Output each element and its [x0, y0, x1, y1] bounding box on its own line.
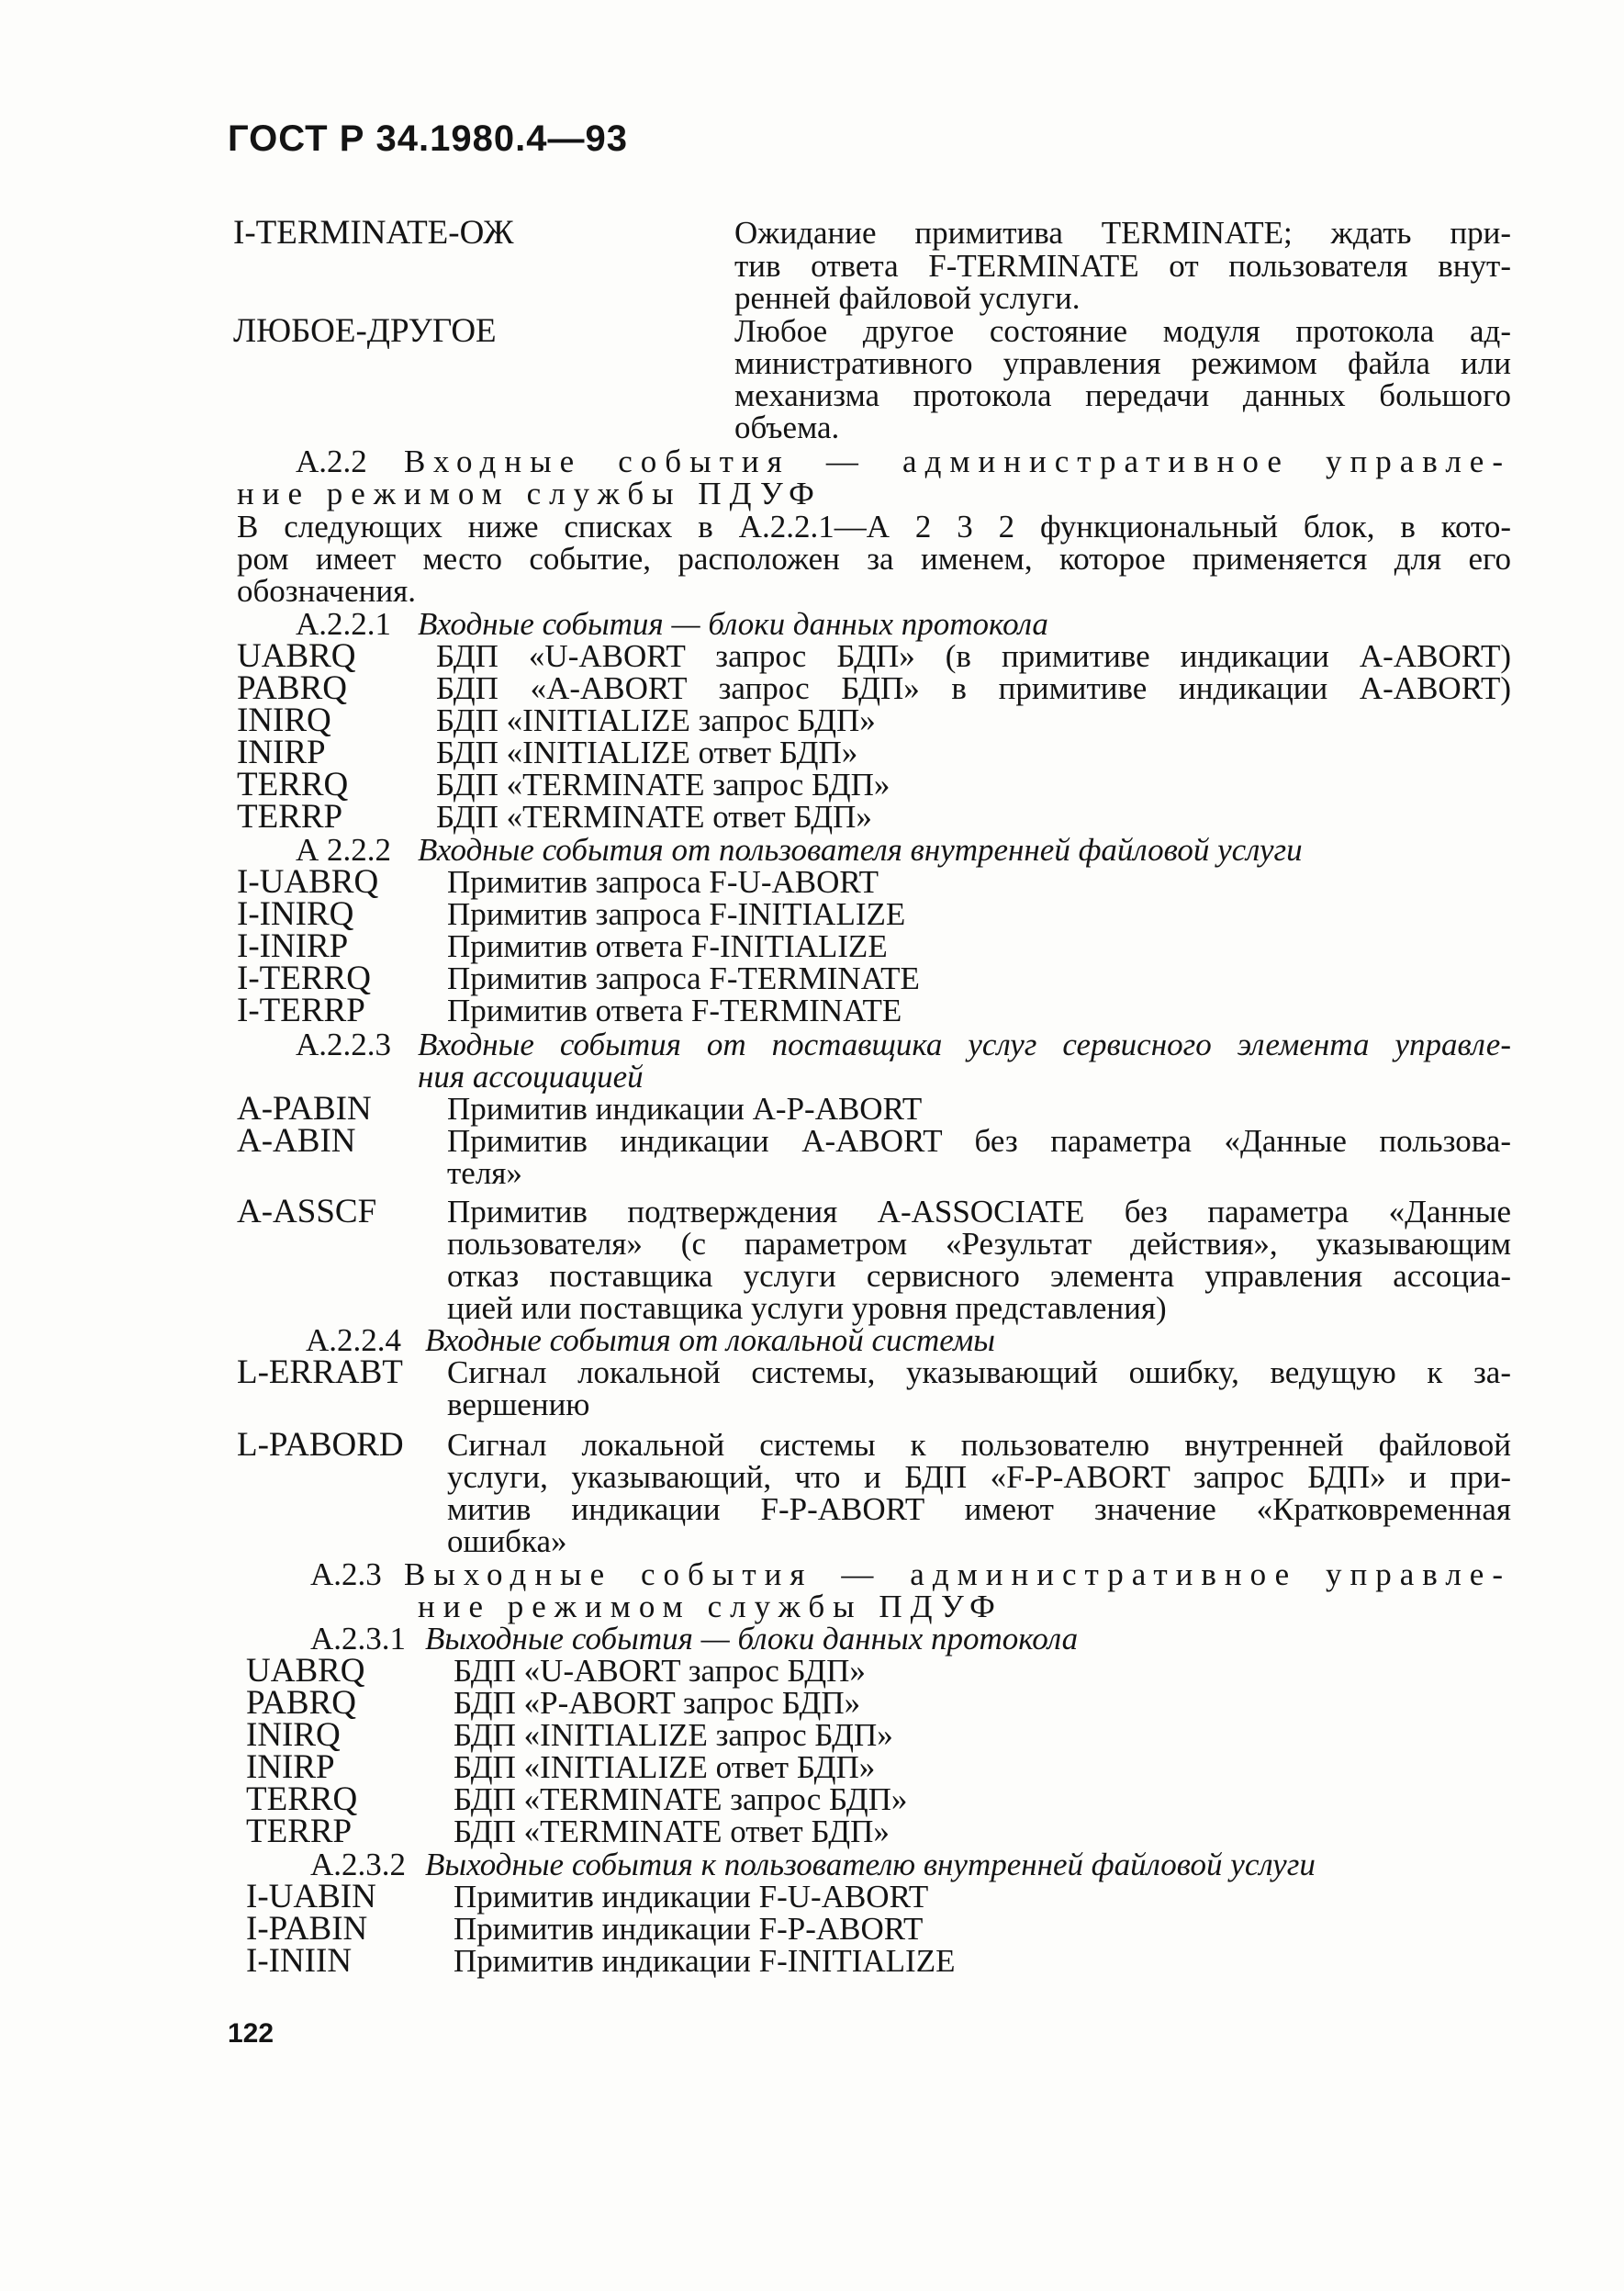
subsection-number: А.2.2.3 — [296, 1027, 392, 1062]
event-code: L-PABORD — [237, 1426, 404, 1464]
event-code: UABRQ — [237, 637, 356, 675]
event-description: БДП «INITIALIZE запрос БДП» — [436, 702, 876, 738]
section-number: А.2.3 — [310, 1556, 382, 1592]
event-code: TERRQ — [246, 1780, 358, 1818]
subsection-title: Входные события от пользователя внутренней файловой услуги — [418, 832, 1303, 868]
subsection-title: Входные события от поставщика услуг сервисного элемента управле- — [418, 1027, 1511, 1062]
state-label: ЛЮБОЕ-ДРУГОЕ — [233, 312, 497, 350]
event-description: БДП «INITIALIZE ответ БДП» — [436, 735, 858, 770]
event-description: Сигнал локальной системы к пользователю внутренней файловой — [447, 1427, 1511, 1463]
event-code: I-PABIN — [246, 1910, 368, 1948]
event-code: I-INIIN — [246, 1942, 353, 1980]
intro-paragraph-line: обозначения. — [237, 573, 416, 609]
intro-paragraph-line: ром имеет место событие, расположен за именем, которое применяется для его — [237, 541, 1511, 577]
event-description: БДП «INITIALIZE ответ БДП» — [454, 1749, 876, 1785]
event-description: БДП «TERMINATE запрос БДП» — [454, 1781, 908, 1817]
event-description: БДП «TERMINATE запрос БДП» — [436, 767, 890, 803]
event-description: цией или поставщика услуги уровня представления) — [447, 1290, 1167, 1326]
event-description: БДП «U-ABORT запрос БДП» (в примитиве индикации A-ABORT) — [436, 638, 1511, 674]
event-description: митив индикации F-P-ABORT имеют значение «Кратковременная — [447, 1491, 1511, 1527]
event-description: Примитив ответа F-TERMINATE — [447, 993, 902, 1028]
subsection-number: А.2.2.4 — [306, 1322, 402, 1358]
event-code: A-PABIN — [237, 1090, 372, 1128]
event-code: I-UABIN — [246, 1878, 376, 1915]
subsection-title: Выходные события — блоки данных протокола — [425, 1621, 1079, 1656]
event-code: I-INIRQ — [237, 895, 354, 933]
event-code: PABRQ — [246, 1684, 356, 1722]
event-description: БДП «P-ABORT запрос БДП» — [454, 1685, 861, 1721]
section-heading-line: ние режимом службы ПДУФ — [237, 476, 823, 511]
event-description: вершению — [447, 1387, 590, 1422]
section-number: А.2.2 — [296, 444, 367, 479]
event-code: PABRQ — [237, 669, 347, 707]
event-description: БДП «A-ABORT запрос БДП» в примитиве индикации A-ABORT) — [436, 670, 1511, 706]
subsection-number: А.2.2.1 — [296, 606, 392, 642]
event-code: A-ASSCF — [237, 1193, 377, 1230]
event-description: Примитив индикации F-P-ABORT — [454, 1911, 924, 1947]
event-description: БДП «TERMINATE ответ БДП» — [436, 799, 872, 835]
state-description-line: механизма протокола передачи данных большого — [734, 377, 1511, 413]
subsection-title: Выходные события к пользователю внутренней файловой услуги — [425, 1847, 1316, 1882]
state-description-line: ренней файловой услуги. — [734, 280, 1081, 316]
event-code: I-INIRP — [237, 927, 349, 965]
event-description: Примитив индикации F-INITIALIZE — [454, 1943, 956, 1979]
event-code: INIRQ — [237, 702, 331, 739]
event-code: A-ABIN — [237, 1122, 356, 1160]
section-heading-line: Выходные события — административное управле- — [404, 1556, 1511, 1592]
section-heading-line: Входные события — административное управле- — [404, 444, 1511, 479]
event-description: ошибка» — [447, 1523, 567, 1559]
event-description: БДП «U-ABORT запрос БДП» — [454, 1653, 866, 1689]
subsection-title: Входные события от локальной системы — [425, 1322, 996, 1358]
event-code: UABRQ — [246, 1652, 365, 1690]
event-description: Сигнал локальной системы, указывающий ошибку, ведущую к за- — [447, 1354, 1511, 1390]
state-label: I-TERMINATE-ОЖ — [233, 214, 514, 252]
subsection-number: А 2.2.2 — [296, 832, 392, 868]
event-code: INIRP — [237, 734, 326, 771]
subsection-number: А.2.3.2 — [310, 1847, 407, 1882]
event-code: I-TERRP — [237, 992, 365, 1029]
event-description: Примитив ответа F-INITIALIZE — [447, 928, 888, 964]
event-description: Примитив подтверждения A-ASSOCIATE без параметра «Данные — [447, 1194, 1511, 1230]
state-description-line: министративного управления режимом файла или — [734, 345, 1511, 381]
page-number: 122 — [228, 2018, 274, 2049]
event-description: БДП «TERMINATE ответ БДП» — [454, 1814, 890, 1849]
event-code: INIRQ — [246, 1716, 341, 1754]
state-description-line: Ожидание примитива TERMINATE; ждать при- — [734, 215, 1511, 251]
subsection-title: Входные события — блоки данных протокола — [418, 606, 1048, 642]
event-description: Примитив индикации F-U-ABORT — [454, 1879, 929, 1915]
event-description: услуги, указывающий, что и БДП «F-P-ABORT запрос БДП» и при- — [447, 1459, 1511, 1495]
section-heading-line: ние режимом службы ПДУФ — [418, 1589, 1003, 1624]
intro-paragraph-line: В следующих ниже списках в А.2.2.1—А 2 3 2 функциональный блок, в кото- — [237, 509, 1511, 545]
event-description: Примитив индикации A-ABORT без параметра «Данные пользова- — [447, 1123, 1511, 1159]
event-description: Примитив запроса F-TERMINATE — [447, 960, 920, 996]
event-code: TERRP — [246, 1813, 353, 1850]
event-description: Примитив индикации A-P-ABORT — [447, 1091, 923, 1127]
event-code: TERRP — [237, 798, 343, 836]
event-code: I-TERRQ — [237, 960, 371, 997]
event-description: теля» — [447, 1155, 522, 1191]
event-code: I-UABRQ — [237, 863, 379, 901]
subsection-number: А.2.3.1 — [310, 1621, 407, 1656]
state-description-line: объема. — [734, 410, 840, 445]
document-header: ГОСТ Р 34.1980.4—93 — [228, 118, 628, 159]
state-description-line: тив ответа F-TERMINATE от пользователя внут- — [734, 248, 1511, 284]
subsection-title: ния ассоциацией — [418, 1059, 644, 1095]
event-description: Примитив запроса F-U-ABORT — [447, 864, 879, 900]
state-description-line: Любое другое состояние модуля протокола ад- — [734, 313, 1511, 349]
event-description: пользователя» (с параметром «Результат действия», указывающим — [447, 1226, 1511, 1262]
event-description: Примитив запроса F-INITIALIZE — [447, 896, 906, 932]
event-code: L-ERRABT — [237, 1353, 403, 1391]
event-description: отказ поставщика услуги сервисного элемента управления ассоциа- — [447, 1258, 1511, 1294]
event-description: БДП «INITIALIZE запрос БДП» — [454, 1717, 893, 1753]
event-code: TERRQ — [237, 766, 349, 803]
event-code: INIRP — [246, 1748, 335, 1786]
